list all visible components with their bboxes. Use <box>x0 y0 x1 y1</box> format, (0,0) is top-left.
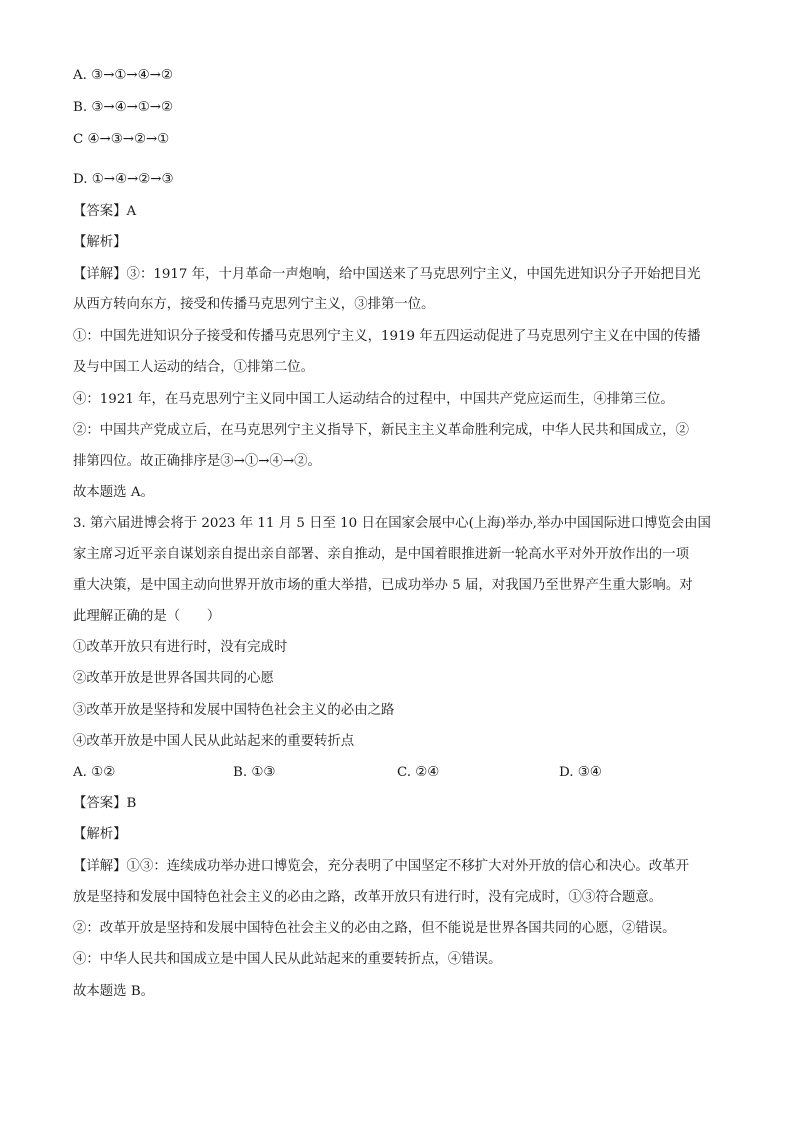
q3-detail-line: ④：中华人民共和国成立是中国人民从此站起来的重要转折点，④错误。 <box>73 952 502 967</box>
q2-detail-line: 从西方转向东方，接受和传播马克思列宁主义，③排第一位。 <box>73 297 435 312</box>
q2-detail-line: 及与中国工人运动的结合，①排第二位。 <box>73 360 315 375</box>
q2-answer: 【答案】A <box>73 204 137 219</box>
q3-stem-line: 3. 第六届进博会将于 2023 年 11 月 5 日至 10 日在国家会展中心(上海)举办,举办中国国际进口博览会由国 <box>73 516 711 531</box>
q2-option-b: B. ③→④→①→② <box>73 100 174 115</box>
q3-choice-c: C. ②④ <box>397 765 440 780</box>
q2-option-d: D. ①→④→②→③ <box>73 172 174 187</box>
q2-conclusion: 故本题选 A。 <box>73 485 154 500</box>
q3-answer: 【答案】B <box>73 796 137 811</box>
q3-statement-2: ②改革开放是世界各国共同的心愿 <box>73 671 274 686</box>
q2-detail-line: ②：中国共产党成立后，在马克思列宁主义指导下，新民主主义革命胜利完成，中华人民共和国成立，② <box>73 423 689 438</box>
q3-statement-4: ④改革开放是中国人民从此站起来的重要转折点 <box>73 734 355 749</box>
q3-choice-a: A. ①② <box>73 765 116 780</box>
q3-choices <box>73 763 723 783</box>
q2-detail-line: ④：1921 年，在马克思列宁主义同中国工人运动结合的过程中，中国共产党应运而生，④排第三位。 <box>73 392 674 407</box>
q2-analysis-label: 【解析】 <box>73 235 127 250</box>
q3-conclusion: 故本题选 B。 <box>73 984 155 999</box>
q2-detail-line: ①：中国先进知识分子接受和传播马克思列宁主义，1919 年五四运动促进了马克思列宁主义在中国的传播 <box>73 329 701 344</box>
q3-stem-line: 家主席习近平亲自谋划亲自提出亲自部署、亲自推动，是中国着眼推进新一轮高水平对外开放作出的一项 <box>73 547 689 562</box>
q2-detail-line: 【详解】③：1917 年，十月革命一声炮响，给中国送来了马克思列宁主义，中国先进知识分子开始把目光 <box>73 267 701 282</box>
q2-option-c: C ④→③→②→① <box>73 132 170 147</box>
q3-stem-line: 此理解正确的是（ ） <box>73 609 221 624</box>
q3-statement-1: ①改革开放只有进行时，没有完成时 <box>73 640 288 655</box>
q2-detail-line: 排第四位。故正确排序是③→①→④→②。 <box>73 454 321 469</box>
q3-choice-b: B. ①③ <box>233 765 276 780</box>
q3-choice-d: D. ③④ <box>559 765 602 780</box>
q2-option-a: A. ③→①→④→② <box>73 68 173 83</box>
q3-detail-line: ②：改革开放是坚持和发展中国特色社会主义的必由之路，但不能说是世界各国共同的心愿，②错误。 <box>73 921 676 936</box>
q3-detail-line: 【详解】①③：连续成功举办进口博览会，充分表明了中国坚定不移扩大对外开放的信心和决心。改革开 <box>73 859 689 874</box>
q3-detail-line: 放是坚持和发展中国特色社会主义的必由之路，改革开放只有进行时，没有完成时，①③符合题意。 <box>73 890 663 905</box>
q3-analysis-label: 【解析】 <box>73 827 127 842</box>
q3-statement-3: ③改革开放是坚持和发展中国特色社会主义的必由之路 <box>73 703 395 718</box>
q3-stem-line: 重大决策，是中国主动向世界开放市场的重大举措，已成功举办 5 届，对我国乃至世界产生重大影响。对 <box>73 578 693 593</box>
